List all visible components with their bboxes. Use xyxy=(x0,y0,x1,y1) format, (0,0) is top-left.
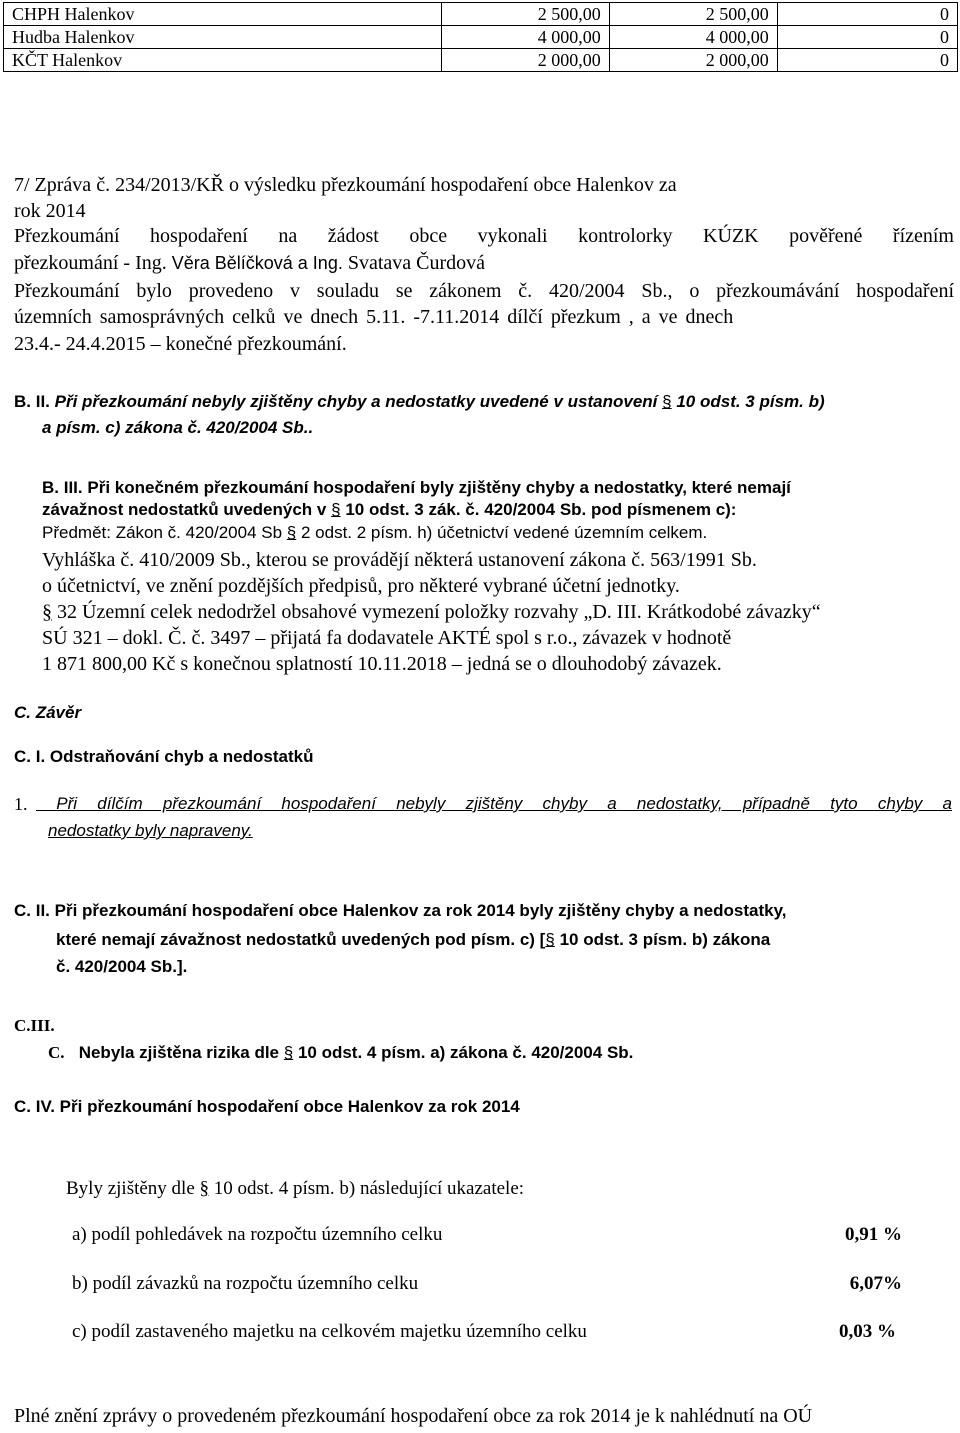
inspector-name-2: Svatava Čurdová xyxy=(342,252,486,274)
c3-line xyxy=(48,1043,633,1063)
section-sign: § xyxy=(286,523,297,542)
table-row xyxy=(4,26,958,49)
footer-note: Plné znění zprávy o provedeném přezkoumání hospodaření obce za rok 2014 je k nahlédnutí na OÚ xyxy=(14,1405,813,1427)
table-cell-name: Hudba Halenkov xyxy=(4,26,442,49)
c4-intro-text: 10 odst. 4 písm. b) následující ukazatele: xyxy=(213,1178,525,1199)
c1-line1 xyxy=(36,794,952,814)
table-cell-value: 0 xyxy=(777,26,957,49)
b2-label: B. II. xyxy=(14,392,50,411)
b2-text: Při přezkoumání nebyly zjištěny chyby a nedostatky uvedené v ustanovení xyxy=(54,392,658,411)
c3-label: C.III. xyxy=(14,1016,55,1035)
table-row xyxy=(4,49,958,72)
section-sign: § xyxy=(283,1043,294,1062)
table-cell-value: 0 xyxy=(777,3,957,26)
b3-line3 xyxy=(42,523,707,543)
b2-line1 xyxy=(14,392,825,412)
report-title-line1: 7/ Zpráva č. 234/2013/KŘ o výsledku přezkoumání hospodaření obce Halenkov za xyxy=(14,174,677,196)
b3-text: 10 odst. 3 zák. č. 420/2004 Sb. pod písmenem c): xyxy=(345,500,737,519)
inspector-names: Věra Bělíčková a Ing. xyxy=(171,253,343,273)
c4-heading: C. IV. Při přezkoumání hospodaření obce Halenkov za rok 2014 xyxy=(14,1097,520,1116)
c1-line2: nedostatky byly napraveny. xyxy=(48,821,253,840)
b3-line4: Vyhláška č. 410/2009 Sb., kterou se provádějí některá ustanovení zákona č. 563/1991 Sb. xyxy=(42,549,757,571)
c1-text: Při dílčím přezkoumání hospodaření nebyly zjištěny chyby a nedostatky, případně tyto chyby a xyxy=(56,794,952,813)
c1-heading: C. I. Odstraňování chyb a nedostatků xyxy=(14,747,314,766)
table-cell-value: 2 000,00 xyxy=(441,49,609,72)
b3-text: 32 Územní celek nedodržel obsahové vymezení položky rozvahy „D. III. Krátkodobé závazky“ xyxy=(57,601,821,623)
b3-line8: 1 871 800,00 Kč s konečnou splatností 10.11.2018 – jedná se o dlouhodobý závazek. xyxy=(42,653,722,675)
indicator-label: a) podíl pohledávek na rozpočtu územního celku xyxy=(72,1224,443,1245)
table-cell-value: 2 500,00 xyxy=(609,3,777,26)
indicator-label: b) podíl závazků na rozpočtu územního celku xyxy=(72,1273,419,1294)
c2-text: které nemají závažnost nedostatků uvedených pod písm. c) [ xyxy=(56,930,546,949)
table-row xyxy=(4,3,958,26)
table-cell-name: KČT Halenkov xyxy=(4,49,442,72)
c2-text: 10 odst. 3 písm. b) zákona xyxy=(559,930,771,949)
legal-basis-line1: Přezkoumání bylo provedeno v souladu se zákonem č. 420/2004 Sb., o přezkoumávání hospodaření xyxy=(14,280,954,302)
b3-line2 xyxy=(42,500,736,520)
c1-number: 1. xyxy=(14,794,28,814)
b3-line6 xyxy=(42,601,821,624)
c2-line3: č. 420/2004 Sb.]. xyxy=(56,957,188,976)
indicator-row xyxy=(72,1224,902,1246)
c2-line1: C. II. Při přezkoumání hospodaření obce Halenkov za rok 2014 byly zjištěny chyby a nedostatky, xyxy=(14,901,787,920)
table-cell-name: CHPH Halenkov xyxy=(4,3,442,26)
inspection-paragraph-line2 xyxy=(14,252,485,275)
legal-basis-line2: územních samosprávných celků ve dnech 5.11. -7.11.2014 dílčí přezkum , a ve dnech xyxy=(14,306,734,328)
c3-text: 10 odst. 4 písm. a) zákona č. 420/2004 Sb. xyxy=(297,1043,634,1062)
table-cell-value: 2 000,00 xyxy=(609,49,777,72)
indicator-label: c) podíl zastaveného majetku na celkovém majetku územního celku xyxy=(72,1321,587,1342)
b3-label: B. III. xyxy=(42,478,83,497)
c4-intro-text: Byly zjištěny dle xyxy=(66,1178,195,1199)
section-sign: § xyxy=(42,601,52,623)
section-sign: § xyxy=(545,930,555,949)
indicator-row xyxy=(72,1273,902,1295)
c2-line2 xyxy=(56,930,770,950)
c4-intro xyxy=(66,1178,524,1200)
c3-text: Nebyla zjištěna rizika dle xyxy=(78,1043,280,1062)
indicator-value: 0,91 % xyxy=(845,1224,902,1245)
b3-line5: o účetnictví, ve znění pozdějších předpisů, pro některé vybrané účetní jednotky. xyxy=(42,575,680,597)
inspection-text: přezkoumání - Ing. xyxy=(14,252,172,274)
b3-text: 2 odst. 2 písm. h) účetnictví vedené územním celkem. xyxy=(300,523,708,542)
b3-text: Při konečném přezkoumání hospodaření byly zjištěny chyby a nedostatky, které nemají xyxy=(87,478,791,497)
section-sign: § xyxy=(331,500,341,519)
subsidy-table xyxy=(3,2,958,72)
indicator-row xyxy=(72,1321,896,1343)
c3-prefix: C. xyxy=(48,1043,65,1062)
indicator-value: 6,07% xyxy=(849,1273,902,1294)
table-cell-value: 0 xyxy=(777,49,957,72)
table-cell-value: 4 000,00 xyxy=(609,26,777,49)
b2-line2: a písm. c) zákona č. 420/2004 Sb.. xyxy=(42,418,314,437)
table-cell-value: 4 000,00 xyxy=(441,26,609,49)
report-title-line2: rok 2014 xyxy=(14,200,86,222)
table-cell-value: 2 500,00 xyxy=(441,3,609,26)
b3-line1 xyxy=(42,478,791,498)
inspection-paragraph-line1: Přezkoumání hospodaření na žádost obce vykonali kontrolorky KÚZK pověřené řízením xyxy=(14,225,954,247)
indicator-value: 0,03 % xyxy=(839,1321,896,1342)
legal-basis-line3: 23.4.- 24.4.2015 – konečné přezkoumání. xyxy=(14,333,347,355)
section-sign: § xyxy=(662,392,672,411)
b3-line7: SÚ 321 – dokl. Č. č. 3497 – přijatá fa dodavatele AKTÉ spol s r.o., závazek v hodnotě xyxy=(42,627,732,649)
b3-text: Předmět: Zákon č. 420/2004 Sb xyxy=(42,523,283,542)
b3-text: závažnost nedostatků uvedených v xyxy=(42,500,327,519)
conclusion-heading: C. Závěr xyxy=(14,703,82,722)
section-sign: § xyxy=(199,1178,210,1199)
b2-text-cont: 10 odst. 3 písm. b) xyxy=(676,392,825,411)
